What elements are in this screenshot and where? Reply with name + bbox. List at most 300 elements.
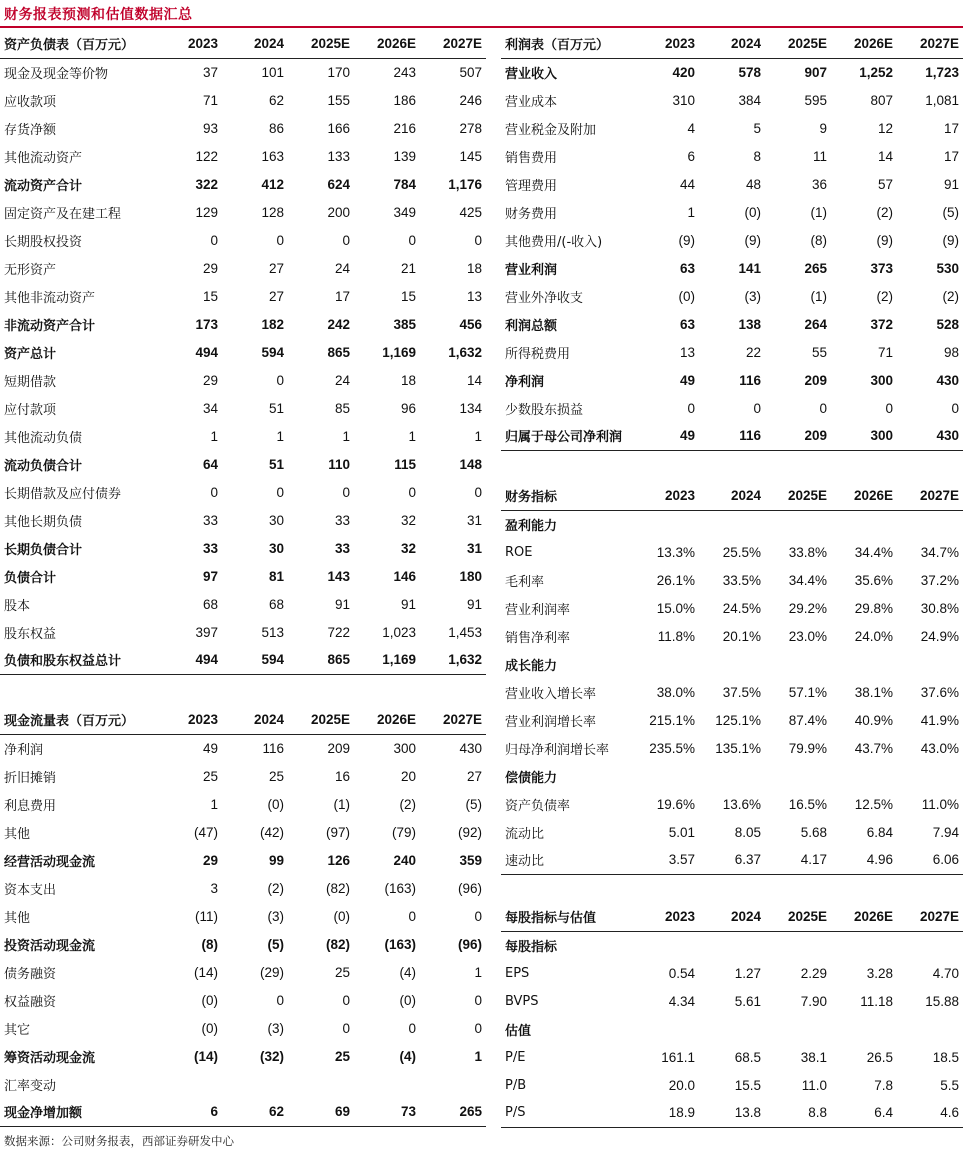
table-row	[0, 986, 486, 1014]
cell-value: 16	[334, 768, 350, 784]
cell-value	[765, 1015, 831, 1043]
table-row	[0, 478, 486, 506]
cell-value: 85	[334, 400, 350, 416]
row-label: 汇率变动	[4, 1078, 57, 1094]
table-row	[501, 282, 963, 310]
cell-value	[831, 510, 897, 538]
cell-value: (8)	[201, 936, 218, 952]
cell-value: 1	[342, 428, 350, 444]
cell-value: 49	[202, 740, 218, 756]
cell-value: 1,632	[420, 646, 486, 674]
row-label: 盈利能力	[505, 518, 558, 534]
cell-value: 6.06	[897, 846, 963, 874]
table-row	[0, 114, 486, 142]
balance-sheet-table	[0, 30, 486, 675]
financial-ratios-table	[501, 482, 963, 875]
table-row	[0, 142, 486, 170]
column-header: 2024	[222, 30, 288, 58]
row-label: 应付款项	[4, 402, 57, 418]
row-label: 流动比	[505, 826, 545, 842]
cell-value: 38.0%	[656, 684, 695, 700]
cell-value: 14	[877, 148, 893, 164]
row-label: 速动比	[501, 846, 633, 874]
cell-value: 4.17	[765, 846, 831, 874]
cell-value: 173	[195, 316, 218, 332]
table-row	[0, 58, 486, 86]
cashflow-table	[0, 706, 486, 1127]
column-header: 2024	[699, 30, 765, 58]
table-header-row	[501, 903, 963, 931]
table-row	[0, 450, 486, 478]
cell-value: 624	[327, 176, 350, 192]
cell-value: 40.9%	[854, 712, 893, 728]
cell-value: 43.7%	[854, 740, 893, 756]
column-header: 2027E	[897, 903, 963, 931]
cell-value: 71	[202, 92, 218, 108]
cell-value	[633, 1015, 699, 1043]
cell-value: 97	[202, 568, 218, 584]
cell-value: 0	[474, 1020, 482, 1036]
cell-value: (92)	[457, 824, 482, 840]
table-row	[0, 818, 486, 846]
cell-value: (8)	[810, 232, 827, 248]
cell-value: 594	[261, 344, 284, 360]
cell-value: 13	[679, 344, 695, 360]
cell-value: 141	[738, 260, 761, 276]
row-label: 营业税金及附加	[505, 122, 597, 138]
cell-value: 6	[156, 1098, 222, 1126]
table-row	[0, 534, 486, 562]
cell-value: 146	[393, 568, 416, 584]
cell-value: 163	[261, 148, 284, 164]
cell-value: (29)	[259, 964, 284, 980]
cell-value: 397	[195, 624, 218, 640]
cell-value	[699, 762, 765, 790]
cell-value: 265	[804, 260, 827, 276]
row-label: 归母净利润增长率	[505, 742, 610, 758]
row-label: 偿债能力	[505, 770, 558, 786]
cell-value	[420, 1070, 486, 1098]
cell-value: 7.94	[932, 824, 959, 840]
row-label: 其他费用/(-收入)	[505, 234, 603, 250]
cell-value: 24.9%	[920, 628, 959, 644]
cell-value: 17	[943, 120, 959, 136]
table-row	[501, 1015, 963, 1043]
cell-value: 38.1%	[854, 684, 893, 700]
row-label: 长期负债合计	[4, 542, 83, 558]
cell-value	[633, 510, 699, 538]
cell-value: 29	[202, 260, 218, 276]
cell-value: 25	[334, 1048, 350, 1064]
row-label: 长期借款及应付债券	[4, 486, 122, 502]
cell-value: 37.2%	[920, 572, 959, 588]
table-row	[501, 58, 963, 86]
row-label: 每股指标	[505, 939, 558, 955]
row-label: 所得税费用	[505, 346, 571, 362]
cell-value: 91	[943, 176, 959, 192]
column-header: 2024	[222, 706, 288, 734]
cell-value: 18.9	[633, 1099, 699, 1127]
column-header: 2026E	[831, 30, 897, 58]
cell-value	[633, 650, 699, 678]
cell-value: 6	[687, 148, 695, 164]
cell-value	[633, 931, 699, 959]
cell-value: 12.5%	[854, 796, 893, 812]
cell-value: 430	[459, 740, 482, 756]
cell-value	[699, 1015, 765, 1043]
table-row	[501, 86, 963, 114]
cell-value: 17	[334, 288, 350, 304]
cell-value: 1,632	[448, 344, 482, 360]
cell-value: 63	[679, 316, 695, 332]
cell-value: 13	[466, 288, 482, 304]
table-row	[501, 510, 963, 538]
cell-value: 865	[288, 646, 354, 674]
table-row	[501, 254, 963, 282]
cell-value: (0)	[201, 1020, 218, 1036]
row-label: 固定资产及在建工程	[4, 206, 122, 222]
cell-value: 1	[210, 796, 218, 812]
cell-value: 209	[804, 372, 827, 388]
cell-value	[765, 510, 831, 538]
cell-value: 145	[459, 148, 482, 164]
cell-value: 384	[738, 92, 761, 108]
table-row	[0, 282, 486, 310]
row-label: 投资活动现金流	[4, 938, 96, 954]
cell-value: 5.01	[668, 824, 695, 840]
table-row	[0, 874, 486, 902]
cell-value: 0	[474, 908, 482, 924]
cell-value: 1	[474, 1048, 482, 1064]
cell-value: 0	[408, 908, 416, 924]
column-header: 2027E	[420, 30, 486, 58]
income-statement-table	[501, 30, 963, 451]
cell-value	[765, 762, 831, 790]
cell-value: 0	[210, 484, 218, 500]
cell-value: (5)	[465, 796, 482, 812]
cell-value: 17	[943, 148, 959, 164]
table-title: 现金流量表（百万元）	[0, 706, 156, 734]
cell-value: (3)	[267, 908, 284, 924]
table-row	[501, 650, 963, 678]
cell-value: 18.5	[932, 1049, 959, 1065]
cell-value: 412	[261, 176, 284, 192]
row-label: 成长能力	[505, 658, 558, 674]
table-row	[0, 254, 486, 282]
column-header: 2025E	[288, 706, 354, 734]
cell-value: 13.8	[699, 1099, 765, 1127]
cell-value: 25.5%	[722, 544, 761, 560]
table-header-row	[0, 706, 486, 734]
table-row	[0, 902, 486, 930]
cell-value	[897, 762, 963, 790]
row-label: 销售费用	[505, 150, 558, 166]
cell-value: (14)	[193, 964, 218, 980]
cell-value: 29	[202, 372, 218, 388]
cell-value: 186	[393, 92, 416, 108]
cell-value: 68	[268, 596, 284, 612]
cell-value: 182	[261, 316, 284, 332]
row-label: 流动资产合计	[4, 178, 83, 194]
cell-value: (47)	[193, 824, 218, 840]
row-label: 存货净额	[4, 122, 57, 138]
cell-value: 135.1%	[715, 740, 761, 756]
row-label: EPS	[505, 965, 530, 981]
cell-value: 34.7%	[920, 544, 959, 560]
cell-value: 38.1	[800, 1049, 827, 1065]
cell-value: 138	[738, 316, 761, 332]
cell-value: 595	[804, 92, 827, 108]
cell-value: 24.0%	[854, 628, 893, 644]
cell-value: 15.5	[734, 1077, 761, 1093]
cell-value: 0	[474, 992, 482, 1008]
cell-value: 73	[354, 1098, 420, 1126]
row-label: 估值	[505, 1023, 532, 1039]
cell-value: 2.29	[800, 965, 827, 981]
cell-value: 1,081	[925, 92, 959, 108]
row-label: BVPS	[505, 993, 539, 1009]
cell-value: 807	[870, 92, 893, 108]
cell-value: 8.8	[765, 1099, 831, 1127]
cell-value: 99	[268, 852, 284, 868]
cell-value: 11.8%	[657, 628, 695, 644]
row-label: 其它	[4, 1022, 31, 1038]
cell-value: (163)	[384, 880, 416, 896]
cell-value: 240	[393, 852, 416, 868]
cell-value: (0)	[267, 796, 284, 812]
cell-value: 21	[400, 260, 416, 276]
cell-value: 33	[334, 540, 350, 556]
column-header: 2023	[156, 706, 222, 734]
cell-value	[897, 650, 963, 678]
cell-value: 1,453	[448, 624, 482, 640]
table-row	[0, 198, 486, 226]
cell-value: (2)	[942, 288, 959, 304]
cell-value: 0	[474, 232, 482, 248]
cell-value	[831, 931, 897, 959]
table-row	[0, 562, 486, 590]
cell-value: 33	[202, 512, 218, 528]
cell-value: 81	[268, 568, 284, 584]
cell-value: 16.5%	[788, 796, 827, 812]
column-header: 2027E	[897, 30, 963, 58]
cell-value: 30	[268, 512, 284, 528]
cell-value: 37	[202, 64, 218, 80]
table-row	[501, 959, 963, 987]
cell-value: 139	[393, 148, 416, 164]
cell-value: 27	[268, 260, 284, 276]
cell-value: (1)	[810, 204, 827, 220]
table-row	[501, 706, 963, 734]
cell-value	[897, 1015, 963, 1043]
cell-value: 3.28	[866, 965, 893, 981]
cell-value: 37.5%	[722, 684, 761, 700]
cell-value: 18	[400, 372, 416, 388]
cell-value: 1.27	[734, 965, 761, 981]
cell-value: 25	[334, 964, 350, 980]
table-row	[501, 366, 963, 394]
cell-value: 161.1	[661, 1049, 695, 1065]
column-header: 2026E	[354, 706, 420, 734]
table-row	[501, 394, 963, 422]
cell-value: 24	[334, 372, 350, 388]
row-label: 营业外净收支	[505, 290, 584, 306]
cell-value: 7.90	[800, 993, 827, 1009]
table-row	[501, 422, 963, 450]
cell-value: 359	[459, 852, 482, 868]
table-header-row	[0, 30, 486, 58]
table-row	[501, 566, 963, 594]
cell-value: 22	[745, 344, 761, 360]
cell-value: 1,176	[448, 176, 482, 192]
cell-value: 200	[327, 204, 350, 220]
cell-value: 71	[877, 344, 893, 360]
cell-value: 513	[261, 624, 284, 640]
cell-value: 0	[819, 400, 827, 416]
column-header: 2024	[699, 482, 765, 510]
row-label: 无形资产	[4, 262, 57, 278]
cell-value: 322	[195, 176, 218, 192]
cell-value	[765, 931, 831, 959]
column-header: 2026E	[831, 482, 897, 510]
cell-value: 0	[687, 400, 695, 416]
cell-value: 6.4	[831, 1099, 897, 1127]
table-row	[0, 958, 486, 986]
cell-value: 530	[936, 260, 959, 276]
cell-value: 1	[474, 964, 482, 980]
page-title: 财务报表预测和估值数据汇总	[4, 7, 193, 23]
cell-value: 456	[459, 316, 482, 332]
cell-value: 215.1%	[649, 712, 695, 728]
cell-value: (96)	[457, 936, 482, 952]
cell-value: 0	[276, 992, 284, 1008]
cell-value: 278	[459, 120, 482, 136]
table-row	[501, 338, 963, 366]
cell-value: 29.8%	[854, 600, 893, 616]
row-label: P/S	[501, 1099, 633, 1127]
cell-value: 11.0	[801, 1077, 827, 1093]
cell-value: 4	[687, 120, 695, 136]
cell-value: 12	[877, 120, 893, 136]
cell-value: 0	[276, 484, 284, 500]
column-header: 2025E	[765, 903, 831, 931]
row-label: 筹资活动现金流	[4, 1050, 96, 1066]
cell-value: 420	[672, 64, 695, 80]
cell-value: 13.3%	[656, 544, 695, 560]
row-label: 营业成本	[505, 94, 558, 110]
cell-value	[156, 1070, 222, 1098]
cell-value: 23.0%	[788, 628, 827, 644]
cell-value: 209	[765, 422, 831, 450]
cell-value: 372	[870, 316, 893, 332]
cell-value: 33.5%	[722, 572, 761, 588]
cell-value	[831, 762, 897, 790]
table-row	[0, 846, 486, 874]
table-row	[501, 310, 963, 338]
cell-value: 4.34	[668, 993, 695, 1009]
table-row	[0, 506, 486, 534]
per-share-valuation-table	[501, 903, 963, 1128]
cell-value: (1)	[333, 796, 350, 812]
cell-value: 57	[877, 176, 893, 192]
table-row	[501, 594, 963, 622]
cell-value: (0)	[678, 288, 695, 304]
cell-value: 133	[327, 148, 350, 164]
cell-value: 32	[400, 540, 416, 556]
cell-value: 1,723	[925, 64, 959, 80]
table-row	[501, 790, 963, 818]
row-label: P/B	[505, 1077, 527, 1093]
cell-value: 0	[474, 484, 482, 500]
row-label: 其他	[4, 826, 31, 842]
cell-value: 122	[195, 148, 218, 164]
column-header: 2023	[156, 30, 222, 58]
cell-value: 243	[393, 64, 416, 80]
cell-value: 44	[679, 176, 695, 192]
cell-value: (5)	[267, 936, 284, 952]
cell-value: 33	[202, 540, 218, 556]
cell-value: 51	[268, 456, 284, 472]
cell-value: 264	[804, 316, 827, 332]
cell-value: (79)	[391, 824, 416, 840]
cell-value: 7.8	[874, 1077, 893, 1093]
cell-value: 41.9%	[920, 712, 959, 728]
table-row	[0, 590, 486, 618]
cell-value: 55	[811, 344, 827, 360]
cell-value: 125.1%	[715, 712, 761, 728]
cell-value: 0	[951, 400, 959, 416]
row-label: 资产负债率	[505, 798, 571, 814]
table-row	[0, 86, 486, 114]
row-label: 财务费用	[505, 206, 558, 222]
cell-value: 430	[897, 422, 963, 450]
cell-value: 14	[466, 372, 482, 388]
table-title: 每股指标与估值	[501, 903, 633, 931]
cell-value: 300	[831, 422, 897, 450]
cell-value: 30.8%	[920, 600, 959, 616]
cell-value	[897, 510, 963, 538]
cell-value: 209	[327, 740, 350, 756]
table-row	[501, 538, 963, 566]
cell-value: (96)	[457, 880, 482, 896]
row-label: 流动负债合计	[4, 458, 83, 474]
cell-value: 68	[202, 596, 218, 612]
cell-value: 0	[276, 372, 284, 388]
row-label: 其他	[4, 910, 31, 926]
cell-value: 0	[276, 232, 284, 248]
cell-value: 35.6%	[854, 572, 893, 588]
cell-value: 63	[679, 260, 695, 276]
cell-value: 115	[394, 456, 416, 472]
cell-value: 1,169	[382, 344, 416, 360]
cell-value: (163)	[384, 936, 416, 952]
cell-value: 27	[466, 768, 482, 784]
cell-value: 0	[753, 400, 761, 416]
cell-value: (0)	[333, 908, 350, 924]
cell-value: 6.84	[866, 824, 893, 840]
cell-value: 3	[210, 880, 218, 896]
table-row	[0, 310, 486, 338]
table-row	[501, 114, 963, 142]
table-row	[501, 1071, 963, 1099]
cell-value: 1	[276, 428, 284, 444]
table-row	[0, 1042, 486, 1070]
table-row	[0, 226, 486, 254]
table-row	[0, 1070, 486, 1098]
table-row	[501, 846, 963, 874]
cell-value: 148	[459, 456, 482, 472]
row-label: 现金及现金等价物	[4, 66, 109, 82]
